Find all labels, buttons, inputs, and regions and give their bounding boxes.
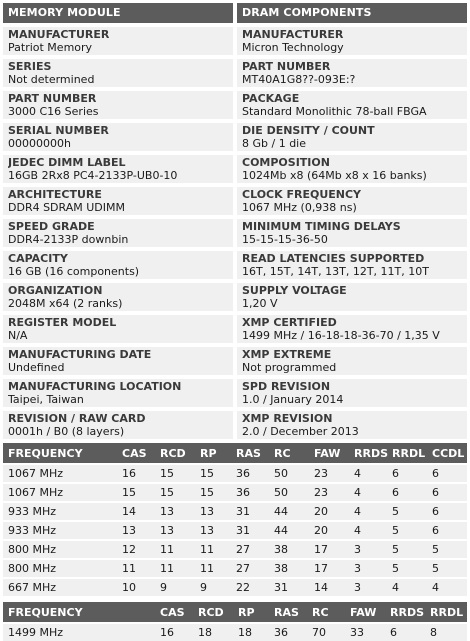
- table-cell: 31: [231, 521, 269, 540]
- table-cell: 20: [309, 502, 349, 521]
- table-cell: 8: [425, 623, 467, 641]
- table-row: [3, 483, 467, 502]
- column-header: RRDS: [385, 602, 425, 623]
- field-value: Not programmed: [242, 361, 337, 374]
- field-value: 16GB 2Rx8 PC4-2133P-UB0-10: [8, 169, 178, 182]
- dram-components-column: [237, 3, 467, 443]
- table-cell: 667 MHz: [3, 578, 117, 596]
- column-header: FREQUENCY: [3, 443, 117, 464]
- table-cell: 5: [387, 540, 427, 559]
- table-row: [3, 464, 467, 483]
- table-cell: 13: [117, 521, 155, 540]
- field-label: ORGANIZATION: [8, 284, 103, 297]
- column-header: FAW: [309, 443, 349, 464]
- column-header: CAS: [155, 602, 193, 623]
- table-row: [3, 540, 467, 559]
- table-row: [3, 623, 467, 641]
- spd-info-panel: [3, 3, 467, 641]
- table-cell: 13: [155, 502, 195, 521]
- info-field: [237, 251, 467, 279]
- column-header: RP: [195, 443, 231, 464]
- field-label: JEDEC DIMM LABEL: [8, 156, 126, 169]
- field-label: MANUFACTURING DATE: [8, 348, 152, 361]
- xmp-timings-table: [3, 602, 467, 641]
- table-cell: 4: [387, 578, 427, 596]
- field-label: CLOCK FREQUENCY: [242, 188, 362, 201]
- table-cell: 12: [117, 540, 155, 559]
- table-cell: 13: [195, 521, 231, 540]
- field-label: READ LATENCIES SUPPORTED: [242, 252, 425, 265]
- table-cell: 11: [195, 559, 231, 578]
- field-label: DIE DENSITY / COUNT: [242, 124, 375, 137]
- table-cell: 50: [269, 464, 309, 483]
- field-value: Undefined: [8, 361, 65, 374]
- table-cell: 11: [195, 540, 231, 559]
- table-cell: 11: [155, 540, 195, 559]
- field-label: PACKAGE: [242, 92, 300, 105]
- field-value: MT40A1G8??-093E:?: [242, 73, 356, 86]
- table-cell: 9: [155, 578, 195, 596]
- field-label: SUPPLY VOLTAGE: [242, 284, 347, 297]
- table-cell: 15: [195, 464, 231, 483]
- info-field: [237, 123, 467, 151]
- info-field: [237, 27, 467, 55]
- table-cell: 6: [387, 464, 427, 483]
- table-cell: 9: [195, 578, 231, 596]
- table-cell: 27: [231, 559, 269, 578]
- table-cell: 16: [155, 623, 193, 641]
- info-field: [3, 347, 233, 375]
- field-label: PART NUMBER: [242, 60, 331, 73]
- info-field: [3, 27, 233, 55]
- field-label: XMP REVISION: [242, 412, 333, 425]
- table-cell: 1499 MHz: [3, 623, 155, 641]
- table-row: [3, 502, 467, 521]
- field-value: 2.0 / December 2013: [242, 425, 359, 438]
- info-field: [237, 379, 467, 407]
- field-value: Taipei, Taiwan: [8, 393, 84, 406]
- table-cell: 4: [349, 521, 387, 540]
- field-value: 1,20 V: [242, 297, 278, 310]
- table-row: [3, 578, 467, 596]
- column-header: RRDL: [387, 443, 427, 464]
- field-value: Micron Technology: [242, 41, 344, 54]
- table-cell: 1067 MHz: [3, 483, 117, 502]
- table-cell: 6: [427, 483, 467, 502]
- info-field: [237, 187, 467, 215]
- field-value: N/A: [8, 329, 28, 342]
- table-cell: 38: [269, 559, 309, 578]
- field-value: 2048M x64 (2 ranks): [8, 297, 123, 310]
- table-cell: 15: [117, 483, 155, 502]
- field-label: MANUFACTURING LOCATION: [8, 380, 182, 393]
- table-cell: 16: [117, 464, 155, 483]
- info-field: [3, 251, 233, 279]
- table-cell: 4: [349, 483, 387, 502]
- table-cell: 800 MHz: [3, 559, 117, 578]
- field-value: DDR4-2133P downbin: [8, 233, 129, 246]
- info-field: [237, 283, 467, 311]
- table-cell: 11: [155, 559, 195, 578]
- info-field: [3, 283, 233, 311]
- table-cell: 23: [309, 464, 349, 483]
- field-value: 15-15-15-36-50: [242, 233, 328, 246]
- field-label: SERIAL NUMBER: [8, 124, 109, 137]
- column-header: RCD: [155, 443, 195, 464]
- table-cell: 22: [231, 578, 269, 596]
- field-label: SERIES: [8, 60, 52, 73]
- info-field: [3, 379, 233, 407]
- table-cell: 13: [155, 521, 195, 540]
- table-cell: 27: [231, 540, 269, 559]
- table-cell: 3: [349, 540, 387, 559]
- column-header: RC: [269, 443, 309, 464]
- table-row: [3, 559, 467, 578]
- field-label: XMP EXTREME: [242, 348, 332, 361]
- field-value: 0001h / B0 (8 layers): [8, 425, 125, 438]
- column-header: FAW: [345, 602, 385, 623]
- table-cell: 6: [387, 483, 427, 502]
- table-cell: 70: [307, 623, 345, 641]
- table-cell: 3: [349, 578, 387, 596]
- table-cell: 20: [309, 521, 349, 540]
- table-cell: 38: [269, 540, 309, 559]
- table-cell: 18: [233, 623, 269, 641]
- info-field: [3, 411, 233, 439]
- info-field: [237, 347, 467, 375]
- table-cell: 800 MHz: [3, 540, 117, 559]
- table-cell: 6: [427, 502, 467, 521]
- table-cell: 36: [231, 464, 269, 483]
- info-field: [3, 187, 233, 215]
- column-header: RRDS: [349, 443, 387, 464]
- table-row: [3, 521, 467, 540]
- field-value: Not determined: [8, 73, 95, 86]
- info-field: [237, 59, 467, 87]
- column-header: RAS: [231, 443, 269, 464]
- table-cell: 6: [427, 464, 467, 483]
- table-cell: 6: [427, 521, 467, 540]
- table-cell: 4: [349, 502, 387, 521]
- table-cell: 933 MHz: [3, 502, 117, 521]
- field-label: SPD REVISION: [242, 380, 331, 393]
- table-cell: 5: [427, 540, 467, 559]
- field-label: REVISION / RAW CARD: [8, 412, 146, 425]
- field-label: CAPACITY: [8, 252, 68, 265]
- table-cell: 5: [427, 559, 467, 578]
- table-cell: 5: [387, 502, 427, 521]
- info-field: [237, 219, 467, 247]
- field-value: Patriot Memory: [8, 41, 93, 54]
- table-cell: 15: [195, 483, 231, 502]
- table-cell: 13: [195, 502, 231, 521]
- field-label: PART NUMBER: [8, 92, 97, 105]
- column-header: FREQUENCY: [3, 602, 155, 623]
- table-cell: 36: [231, 483, 269, 502]
- info-field: [237, 155, 467, 183]
- table-cell: 50: [269, 483, 309, 502]
- field-value: 8 Gb / 1 die: [242, 137, 307, 150]
- table-cell: 15: [155, 464, 195, 483]
- field-value: 1024Mb x8 (64Mb x8 x 16 banks): [242, 169, 427, 182]
- field-value: 16T, 15T, 14T, 13T, 12T, 11T, 10T: [242, 265, 429, 278]
- info-field: [237, 91, 467, 119]
- column-header: RAS: [269, 602, 307, 623]
- info-field: [3, 155, 233, 183]
- field-value: 3000 C16 Series: [8, 105, 99, 118]
- field-label: ARCHITECTURE: [8, 188, 102, 201]
- field-value: 16 GB (16 components): [8, 265, 140, 278]
- column-header: RC: [307, 602, 345, 623]
- table-cell: 14: [117, 502, 155, 521]
- field-label: REGISTER MODEL: [8, 316, 117, 329]
- table-cell: 5: [387, 521, 427, 540]
- table-cell: 14: [309, 578, 349, 596]
- table-cell: 31: [269, 578, 309, 596]
- table-cell: 11: [117, 559, 155, 578]
- field-value: DDR4 SDRAM UDIMM: [8, 201, 125, 214]
- dram-components-header: DRAM COMPONENTS: [237, 3, 467, 23]
- field-label: MANUFACTURER: [8, 28, 110, 41]
- table-cell: 44: [269, 521, 309, 540]
- info-field: [237, 411, 467, 439]
- table-cell: 23: [309, 483, 349, 502]
- field-value: 1499 MHz / 16-18-18-36-70 / 1,35 V: [242, 329, 440, 342]
- info-field: [3, 123, 233, 151]
- memory-module-header: MEMORY MODULE: [3, 3, 233, 23]
- field-value: 1067 MHz (0,938 ns): [242, 201, 357, 214]
- table-cell: 4: [349, 464, 387, 483]
- column-header: RP: [233, 602, 269, 623]
- field-label: XMP CERTIFIED: [242, 316, 337, 329]
- field-label: MINIMUM TIMING DELAYS: [242, 220, 401, 233]
- field-value: Standard Monolithic 78-ball FBGA: [242, 105, 427, 118]
- column-header: CAS: [117, 443, 155, 464]
- spd-columns: [3, 3, 467, 443]
- table-cell: 44: [269, 502, 309, 521]
- column-header: RRDL: [425, 602, 467, 623]
- table-cell: 6: [385, 623, 425, 641]
- info-field: [3, 315, 233, 343]
- table-cell: 5: [387, 559, 427, 578]
- info-field: [3, 91, 233, 119]
- table-cell: 31: [231, 502, 269, 521]
- table-cell: 17: [309, 559, 349, 578]
- table-cell: 1067 MHz: [3, 464, 117, 483]
- field-value: 1.0 / January 2014: [242, 393, 344, 406]
- info-field: [3, 219, 233, 247]
- field-label: COMPOSITION: [242, 156, 330, 169]
- field-label: SPEED GRADE: [8, 220, 95, 233]
- table-cell: 15: [155, 483, 195, 502]
- table-cell: 18: [193, 623, 233, 641]
- table-cell: 3: [349, 559, 387, 578]
- column-header: CCDL: [427, 443, 467, 464]
- table-cell: 17: [309, 540, 349, 559]
- field-label: MANUFACTURER: [242, 28, 344, 41]
- table-cell: 36: [269, 623, 307, 641]
- info-field: [237, 315, 467, 343]
- table-cell: 4: [427, 578, 467, 596]
- table-cell: 933 MHz: [3, 521, 117, 540]
- field-value: 00000000h: [8, 137, 71, 150]
- column-header: RCD: [193, 602, 233, 623]
- info-field: [3, 59, 233, 87]
- jedec-timings-table: [3, 443, 467, 596]
- table-cell: 10: [117, 578, 155, 596]
- table-cell: 33: [345, 623, 385, 641]
- memory-module-column: [3, 3, 233, 443]
